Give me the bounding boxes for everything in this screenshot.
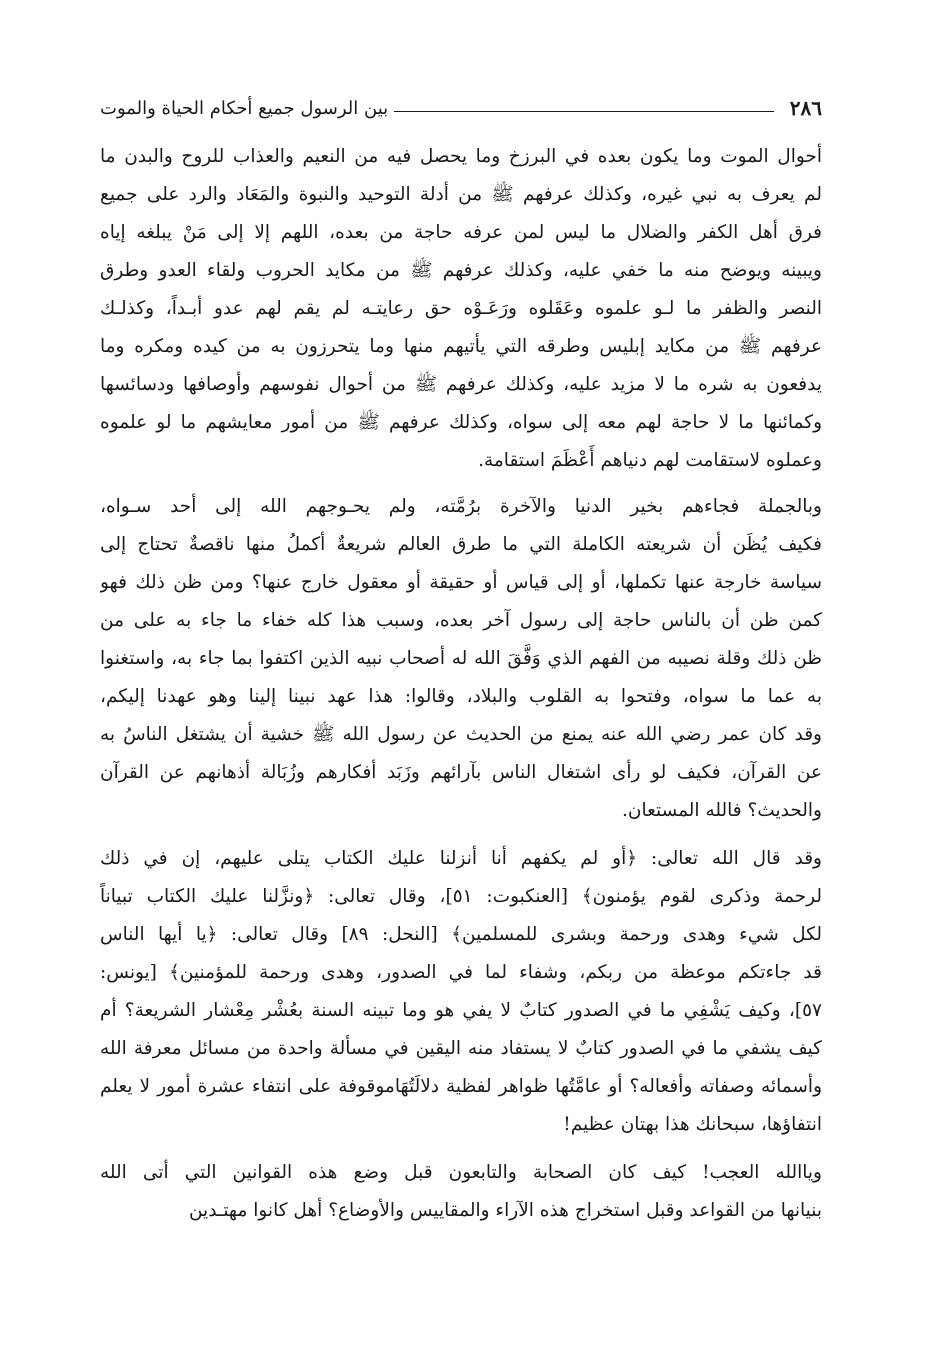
text-line: أحوال الموت وما يكون بعده في البرزخ وما يحصل فيه من النعيم والعذاب للروح والبدن ما	[100, 146, 822, 167]
text-line: وقد قال الله تعالى: ﴿أو لم يكفهم أنا أنزلنا عليك الكتاب يتلى عليهم، إن في ذلك	[100, 848, 822, 869]
text-line: كيف يشفي ما في الصدور كتابٌ لا يستفاد منه اليقين في مسألة واحدة من مسائل معرفة الله	[100, 1038, 822, 1059]
text-line: وقد كان عمر رضي الله عنه يمنع من الحديث عن رسول الله ﷺ خشية أن يشتغل الناسُ به	[100, 724, 822, 745]
running-title: بين الرسول جميع أحكام الحياة والموت	[100, 97, 389, 119]
text-line: بنيانها من القواعد وقبل استخراج هذه الآراء والمقاييس والأوضاع؟ أهل كانوا مهتـدين	[188, 1200, 822, 1221]
text-line: وأسمائه وصفاته وأفعاله؟ أو عامَّتُها ظواهر لفظية دلالَتُهَاموقوفة على انتفاء عشرة أمور لا يعلم	[100, 1076, 822, 1097]
paragraph	[100, 840, 822, 1144]
header-rule	[394, 111, 774, 112]
text-line: وكمائنها ما لا حاجة لهم معه إلى سواه، وكذلك عرفهم ﷺ من أمور معايشهم ما لو علموه	[100, 412, 822, 433]
text-line: وبالجملة فجاءهم بخير الدنيا والآخرة برُمَّته، ولم يحـوجهم الله إلى أحد سـواه،	[100, 496, 822, 517]
text-line: لكل شيء وهدى ورحمة وبشرى للمسلمين﴾ [النحل: ٨٩] وقال تعالى: ﴿يا أيها الناس	[100, 924, 822, 945]
text-line: ظن ذلك وقلة نصيبه من الفهم الذي وَفَّقَ الله له أصحاب نبيه الذين اكتفوا بما جاء به، واستغنوا	[100, 648, 822, 669]
text-line: انتفاؤها، سبحانك هذا بهتان عظيم!	[563, 1114, 822, 1135]
text-line: وياالله العجب! كيف كان الصحابة والتابعون قبل وضع هذه القوانين التي أتى الله	[100, 1162, 822, 1183]
text-line: قد جاءتكم موعظة من ربكم، وشفاء لما في الصدور، وهدى ورحمة للمؤمنين﴾ [يونس:	[100, 962, 822, 983]
paragraph	[100, 488, 822, 830]
text-line: لم يعرف به نبي غيره، وكذلك عرفهم ﷺ من أدلة التوحيد والنبوة والمَعَاد والرد على جميع	[100, 184, 822, 205]
text-line: وعملوه لاستقامت لهم دنياهم أَعْظَمَ استقامة.	[478, 450, 822, 471]
text-line: عرفهم ﷺ من مكايد إبليس وطرقه التي يأتيهم منها وما يتحرزون به من كيده ومكره وما	[100, 336, 822, 357]
text-line: فرق أهل الكفر والضلال ما ليس لمن عرفه حاجة من بعده، اللهم إلا إلى مَنْ يبلغه إياه	[100, 222, 822, 243]
paragraph	[100, 138, 822, 480]
text-line: ٥٧]، وكيف يَشْفِي ما في الصدور كتابٌ لا يفي هو وما تبينه السنة بعُشْر مِعْشار الشريعة؟ أم	[100, 1000, 822, 1021]
running-header	[100, 92, 822, 124]
text-line: النصر والظفر ما لـو علموه وعَقَلوه ورَعَـوْه حق رعايتـه لم يقم لهم عدو أبـداً، وكذلـك	[100, 298, 822, 319]
text-line: لرحمة وذكرى لقوم يؤمنون﴾ [العنكبوت: ٥١]، وقال تعالى: ﴿ونزَّلنا عليك الكتاب تبياناً	[100, 886, 822, 907]
text-line: به عما ما سواه، وفتحوا به القلوب والبلاد، وقالوا: هذا عهد نبينا إلينا وهو عهدنا إليكم،	[100, 686, 822, 707]
text-line: فكيف يُظَن أن شريعته الكاملة التي ما طرق العالم شريعةٌ أكملُ منها ناقصةٌ تحتاج إلى	[100, 534, 822, 555]
text-line: سياسة خارجة عنها تكملها، أو إلى قياس أو حقيقة أو معقول خارج عنها؟ ومن ظن ذلك فهو	[100, 572, 822, 593]
page-body	[100, 138, 822, 1240]
book-page	[100, 82, 822, 1302]
paragraph	[100, 1154, 822, 1230]
text-line: عن القرآن، فكيف لو رأى اشتغال الناس بآرائهم وزَبَد أفكارهم وزُبَالة أذهانهم عن القرآن	[100, 762, 822, 783]
text-line: يدفعون به شره ما لا مزيد عليه، وكذلك عرفهم ﷺ من أحوال نفوسهم وأوصافها ودسائسها	[100, 374, 822, 395]
text-line: والحديث؟ فالله المستعان.	[621, 800, 822, 821]
text-line: ويبينه ويوضح منه ما خفي عليه، وكذلك عرفهم ﷺ من مكايد الحروب ولقاء العدو وطرق	[100, 260, 822, 281]
text-line: كمن ظن أن بالناس حاجة إلى رسول آخر بعده، وسبب هذا كله خفاء ما جاء به على من	[100, 610, 822, 631]
page-number: ٢٨٦	[789, 96, 822, 120]
